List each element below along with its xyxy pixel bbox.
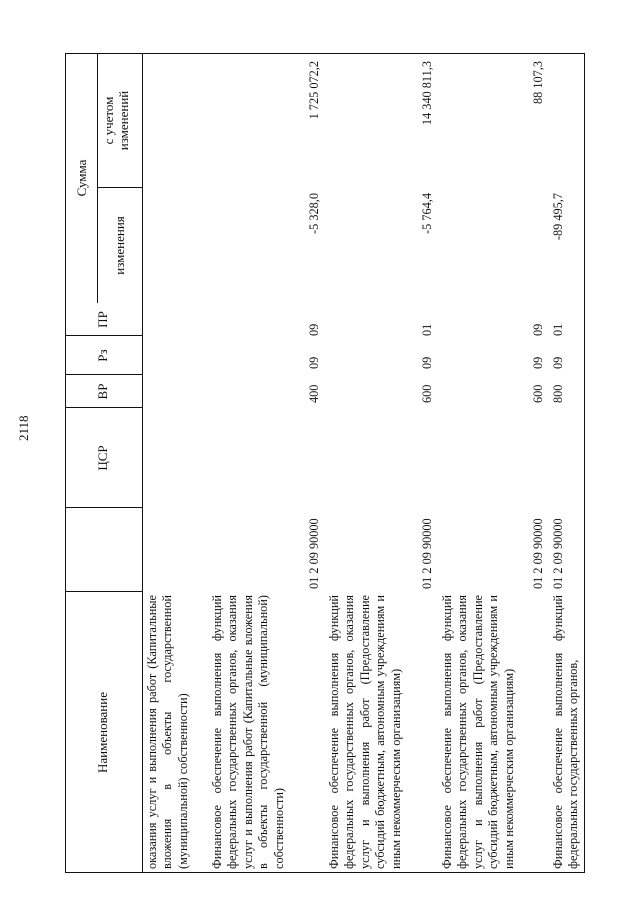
row-3-pr: 01 xyxy=(420,323,434,336)
row-2-with-changes: 1 725 072,2 xyxy=(307,61,321,120)
header-rz: Рз xyxy=(95,349,110,362)
header-changes: изменения xyxy=(112,216,127,275)
row-5-vr: 800 xyxy=(551,384,565,403)
row-1-name: оказания услуг и выполнения работ (Капитальные вложения в объекты государственной (муниципальной) собственности) xyxy=(145,595,190,869)
header-sum: Сумма xyxy=(74,159,89,197)
header-with-changes: с учетом изменений xyxy=(101,90,131,151)
table-left-border xyxy=(65,872,585,873)
row-5-rz: 09 xyxy=(551,356,565,369)
header-pr: ПР xyxy=(95,311,110,328)
table-right-border xyxy=(65,53,585,54)
sum-subheader-rule xyxy=(97,53,98,303)
header-csr: ЦСР xyxy=(95,445,110,471)
row-2-rz: 09 xyxy=(307,356,321,369)
row-3-changes: -5 764,4 xyxy=(420,193,434,234)
row-3-with-changes: 14 340 811,3 xyxy=(420,61,434,126)
row-4-with-changes: 88 107,3 xyxy=(531,61,545,105)
row-4-name: Финансовое обеспечение выполнения функций федеральных государственных органов, оказания услуг и выполнения работ (Предоставление субсидий бюджетным, автономным учреждениям и иным некоммерческим организациям) xyxy=(440,595,516,869)
row-4-csr: 01 2 09 90000 xyxy=(531,518,545,589)
row-3-vr: 600 xyxy=(420,384,434,403)
page-number: 2118 xyxy=(16,415,31,441)
row-4-vr: 600 xyxy=(531,384,545,403)
row-3-rz: 09 xyxy=(420,356,434,369)
row-5-changes: -89 495,7 xyxy=(551,193,565,241)
table-bottom-border xyxy=(584,53,585,873)
row-5-name: Финансовое обеспечение выполнения функций федеральных государственных органов, xyxy=(551,595,581,869)
header-vr: ВР xyxy=(95,383,110,400)
row-4-rz: 09 xyxy=(531,356,545,369)
row-2-changes: -5 328,0 xyxy=(307,193,321,234)
row-4-pr: 09 xyxy=(531,323,545,336)
row-5-csr: 01 2 09 90000 xyxy=(551,518,565,589)
header-name: Наименование xyxy=(95,692,110,773)
row-2-csr: 01 2 09 90000 xyxy=(307,518,321,589)
row-2-name: Финансовое обеспечение выполнения функций федеральных государственных органов, оказания услуг и выполнения работ (Капитальные вложения в объекты государственной (муниципальной) собственности) xyxy=(210,595,286,869)
row-5-pr: 01 xyxy=(551,323,565,336)
row-2-vr: 400 xyxy=(307,384,321,403)
row-3-name: Финансовое обеспечение выполнения функций федеральных государственных органов, оказания услуг и выполнения работ (Предоставление субсидий бюджетным, автономным учреждениям и иным некоммерческим организациям) xyxy=(327,595,403,869)
budget-table xyxy=(65,53,585,873)
row-3-csr: 01 2 09 90000 xyxy=(420,518,434,589)
row-2-pr: 09 xyxy=(307,323,321,336)
table-top-border xyxy=(65,53,66,873)
header-bottom-rule xyxy=(142,53,143,873)
